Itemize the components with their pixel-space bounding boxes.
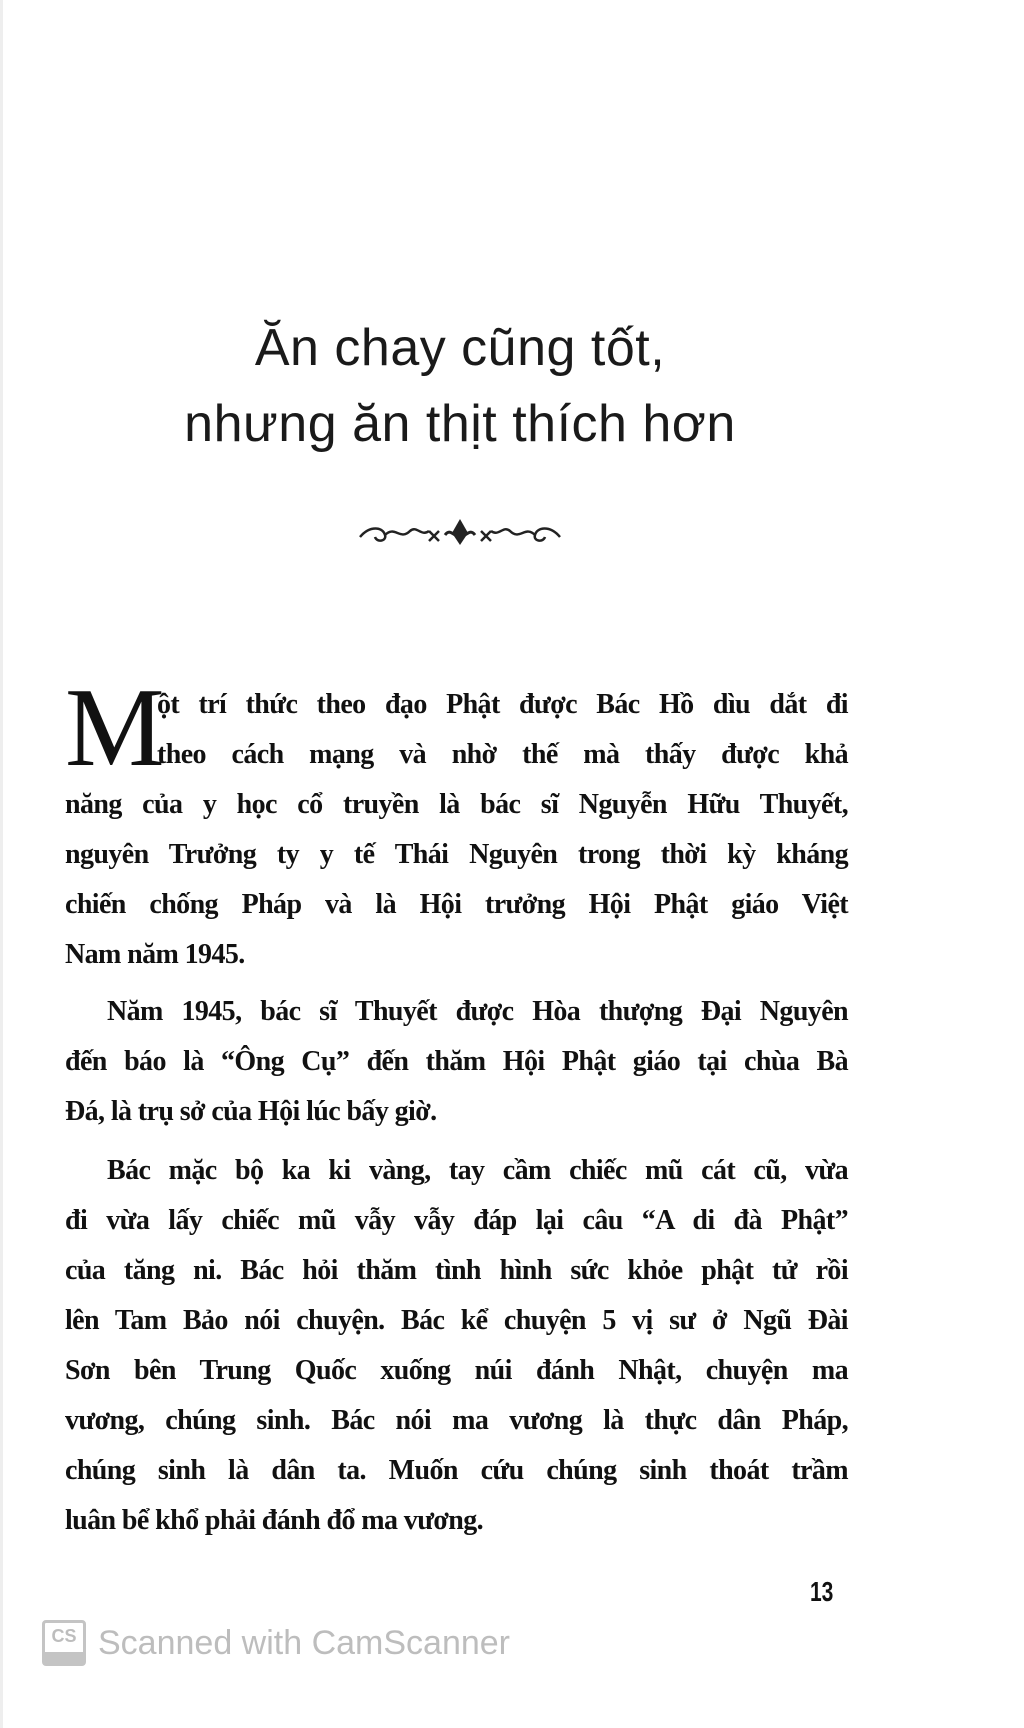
text-line: chiến chống Pháp và là Hội trưởng Hội Phật giáo Việt [65, 889, 848, 920]
scan-edge [0, 0, 3, 1728]
text-line: lên Tam Bảo nói chuyện. Bác kể chuyện 5 vị sư ở Ngũ Đài [65, 1305, 848, 1336]
text-line: chúng sinh là dân ta. Muốn cứu chúng sinh thoát trầm [65, 1455, 848, 1486]
text-line: Bác mặc bộ ka ki vàng, tay cầm chiếc mũ cát cũ, vừa [107, 1155, 848, 1186]
paragraph-1 [65, 666, 848, 980]
text-line: Sơn bên Trung Quốc xuống núi đánh Nhật, chuyện ma [65, 1355, 848, 1386]
text-line: Nam năm 1945. [65, 939, 245, 970]
text-line: Đá, là trụ sở của Hội lúc bấy giờ. [65, 1096, 437, 1127]
text-line: của tăng ni. Bác hỏi thăm tình hình sức khỏe phật tử rồi [65, 1255, 848, 1286]
text-line: đi vừa lấy chiếc mũ vẫy vẫy đáp lại câu “A di đà Phật” [65, 1205, 848, 1236]
paragraph-2 [65, 987, 848, 1137]
text-line: luân bể khổ phải đánh đổ ma vương. [65, 1505, 484, 1536]
camscanner-logo-icon [42, 1620, 86, 1666]
chapter-title-line-1: Ăn chay cũng tốt, [254, 319, 666, 377]
drop-cap: M [65, 666, 165, 790]
watermark-text: Scanned with CamScanner [98, 1623, 511, 1662]
text-line: năng của y học cổ truyền là bác sĩ Nguyễn Hữu Thuyết, [65, 789, 848, 820]
ornament-divider-icon [355, 515, 565, 549]
paragraph-3 [65, 1146, 848, 1546]
text-line: Năm 1945, bác sĩ Thuyết được Hòa thượng Đại Nguyên [107, 996, 848, 1027]
text-line: nguyên Trưởng ty y tế Thái Nguyên trong thời kỳ kháng [65, 839, 848, 870]
camscanner-logo-text: CS [51, 1626, 77, 1646]
text-line: ột trí thức theo đạo Phật được Bác Hồ dìu dắt đi [157, 689, 848, 720]
page-number: 13 [810, 1576, 834, 1607]
camscanner-watermark [42, 1620, 510, 1666]
text-line: theo cách mạng và nhờ thế mà thấy được khả [157, 739, 848, 770]
chapter-title-line-2: nhưng ăn thịt thích hơn [184, 395, 736, 453]
text-line: đến báo là “Ông Cụ” đến thăm Hội Phật giáo tại chùa Bà [65, 1046, 848, 1077]
text-line: vương, chúng sinh. Bác nói ma vương là thực dân Pháp, [65, 1405, 848, 1436]
